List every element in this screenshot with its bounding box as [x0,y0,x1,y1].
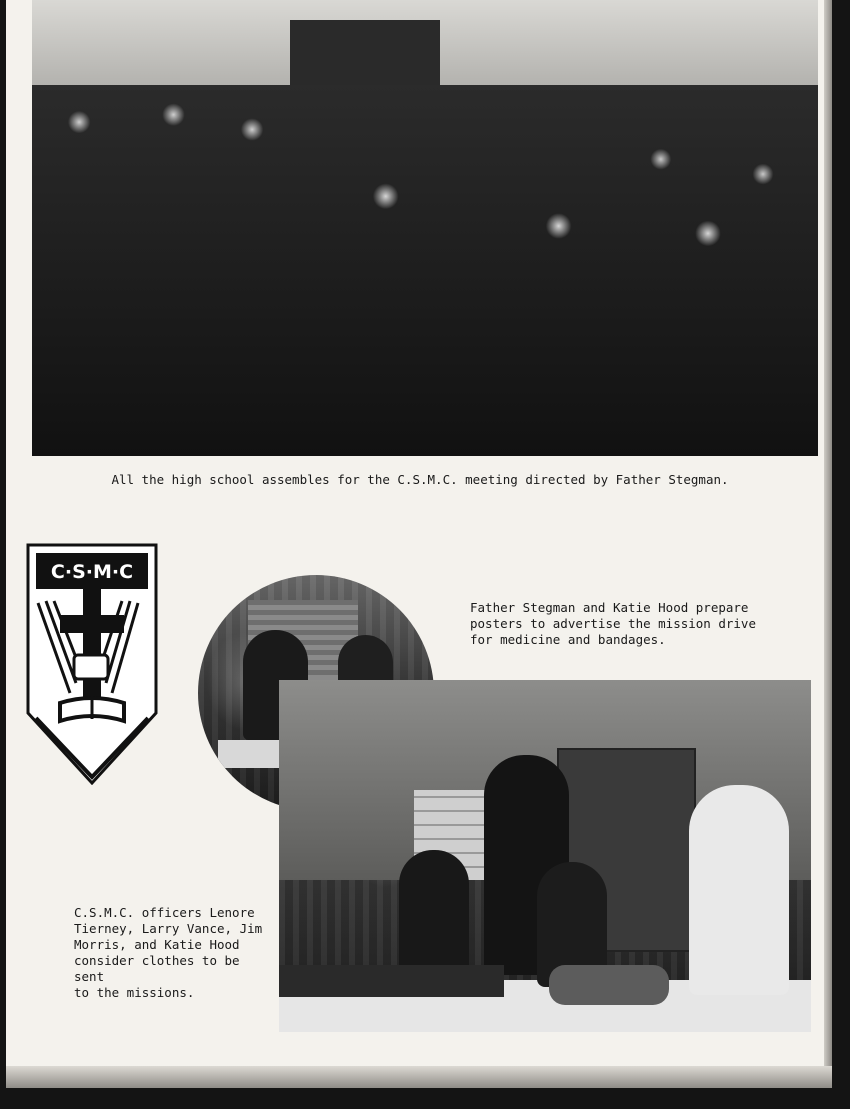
page-bottom-edge [6,1066,832,1088]
emblem-text: C·S·M·C [50,561,134,583]
assembly-crowd [32,85,818,456]
officers-caption: C.S.M.C. officers Lenore Tierney, Larry Vance, Jim Morris, and Katie Hood consider clothes to be sent to the missions. [74,905,263,1000]
officers-photo [279,680,811,1032]
assembly-caption: All the high school assembles for the C.S.M.C. meeting directed by Father Stegman. [111,472,729,487]
page-edge [824,0,832,1085]
assembly-photo [32,0,818,456]
poster-caption: Father Stegman and Katie Hood prepare posters to advertise the mission drive for medicine and bandages. [470,600,756,647]
csmc-emblem [26,543,158,785]
